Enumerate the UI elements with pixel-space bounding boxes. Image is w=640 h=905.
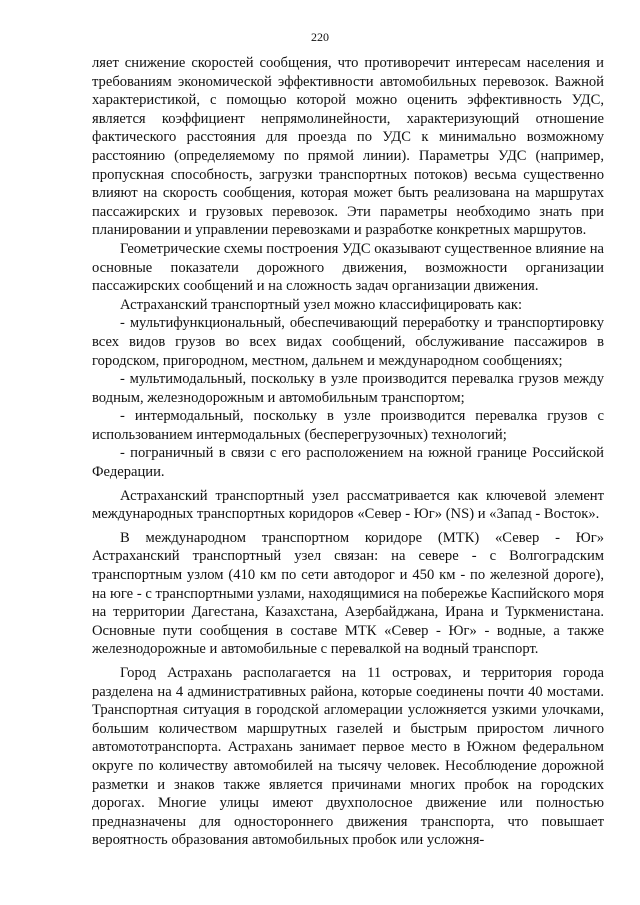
list-item-border: - пограничный в связи с его расположением на южной границе Российской Федерации.: [92, 445, 604, 481]
paragraph-north-south-corridor: В международном транспортном коридоре (МТК) «Север - Юг» Астраханский транспортный узел связан: на севере - с Волгоградским транспортным узлом (410 км по сети автодорог и 450 км - по железной дороге), на юге - с транспортными узлами, находящимися на побережье Каспийского моря на территории Дагестана, Казахстана, Азербайджана, Ирана и Туркменистана. Основные пути сообщения в составе МТК «Север - Юг» - водные, а также железнодорожные и автомобильные с перевалкой на водный транспорт.: [92, 529, 604, 658]
paragraph-key-element: Астраханский транспортный узел рассматривается как ключевой элемент международных транспортных коридоров «Север - Юг» (NS) и «Запад - Восток».: [92, 487, 604, 523]
paragraph-geometric-schemes: Геометрические схемы построения УДС оказывают существенное влияние на основные показатели дорожного движения, возможности организации пассажирских сообщений и на сложность задач организации движения.: [92, 240, 604, 295]
page-number: 220: [311, 30, 329, 44]
list-item-multifunctional: - мультифункциональный, обеспечивающий переработку и транспортировку всех видов грузов во всех видах сообщений, обслуживание пассажиров в городском, пригородном, местном, дальнем и международном сообщениях;: [92, 315, 604, 369]
paragraph-astrakhan-city: Город Астрахань располагается на 11 островах, и территория города разделена на 4 административных района, которые соединены почти 40 мостами. Транспортная ситуация в городской агломерации усложняется узкими улочками, большим количеством маршрутных газелей и быстрым приростом личного автомототранспорта. Астрахань занимает первое место в Южном федеральном округе по количеству автомобилей на тысячу человек. Несоблюдение дорожной разметки и знаков также является причинами многих пробок на городских дорогах. Многие улицы имеют двухполосное движение или полностью предназначены для одностороннего движения транспорта, что повышает вероятность образования автомобильных пробок или усложня-: [92, 665, 604, 849]
paragraph-udc-parameters: ляет снижение скоростей сообщения, что противоречит интересам населения и требованиям экономической эффективности автомобильных перевозок. Важной характеристикой, с помощью которой можно оценить эффективность УДС, является коэффициент непрямолинейности, характеризующий отношение фактического расстояния для проезда по УДС к минимально возможному расстоянию (определяемому по прямой линии). Параметры УДС (например, пропускная способность, загрузки транспортных потоков) весьма существенно влияют на скорость сообщения, которая может быть реализована на маршрутах пассажирских и грузовых перевозок. Эти параметры необходимо знать при планировании и управлении перевозками и разработке конкретных маршрутов.: [92, 55, 604, 239]
list-item-multimodal: - мультимодальный, поскольку в узле производится перевалка грузов между водным, железнодорожным и автомобильным транспортом;: [92, 371, 604, 406]
document-body: [92, 54, 604, 850]
paragraph-classification-intro: Астраханский транспортный узел можно классифицировать как:: [120, 296, 523, 313]
list-item-intermodal: - интермодальный, поскольку в узле производится перевалка грузов с использованием интермодальных (бесперегрузочных) технологий;: [92, 408, 604, 443]
